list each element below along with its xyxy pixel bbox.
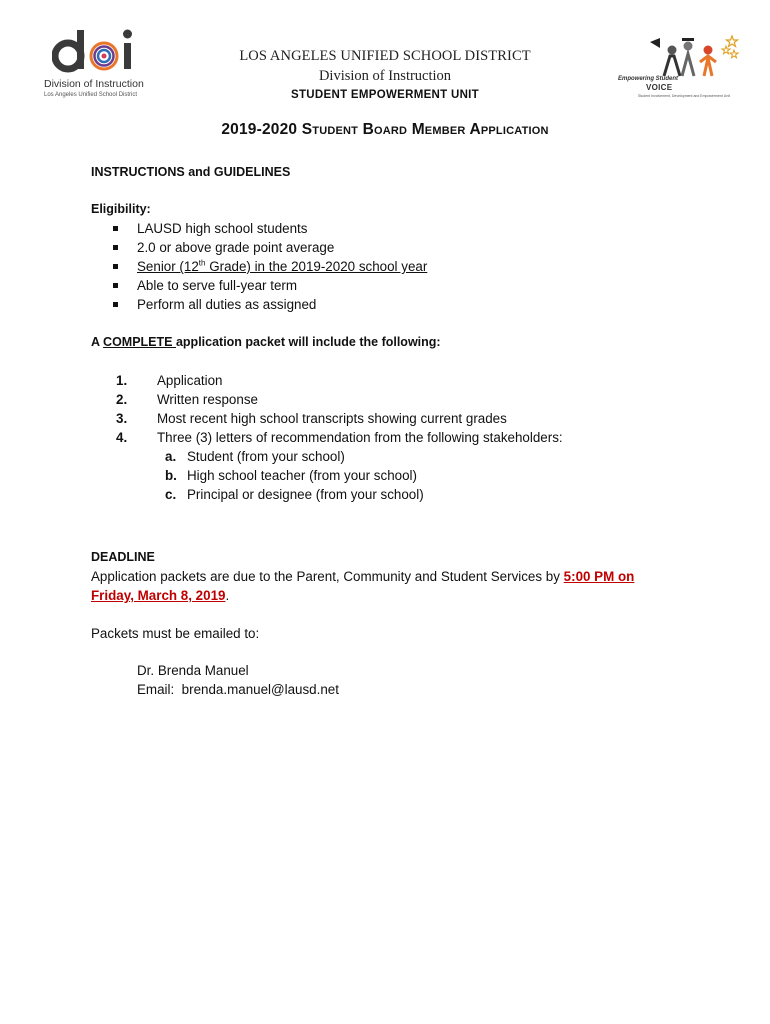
doi-logo-line2: Los Angeles Unified School District [44,92,138,98]
voice-logo-line1: Empowering Student [618,76,678,82]
senior-requirement [137,259,427,274]
packet-list [91,371,691,447]
doi-logo [44,28,144,102]
list-item-text: Most recent high school transcripts showing current grades [157,411,507,426]
deadline-section [91,548,691,605]
list-item [91,238,691,257]
list-item [91,409,691,428]
square-bullet-icon [113,226,118,231]
eligibility-heading: Eligibility: [91,202,151,216]
list-item [91,219,691,238]
list-item-text: Student (from your school) [187,449,345,464]
list-item-text: Perform all duties as assigned [137,297,317,312]
unit-name: STUDENT EMPOWERMENT UNIT [291,89,479,101]
list-item-text: Principal or designee (from your school) [187,487,424,502]
student-voice-logo [616,32,740,102]
list-number: 2. [116,392,128,407]
instructions-heading: INSTRUCTIONS and GUIDELINES [91,165,291,179]
square-bullet-icon [113,302,118,307]
packet-section [91,371,691,504]
list-number: 4. [116,430,128,445]
deadline-line1 [91,567,691,586]
packet-heading-pre: A [91,335,104,349]
voice-logo-line2: VOICE [646,83,673,92]
document-title: 2019-2020 Student Board Member Application [221,121,549,138]
list-item [91,257,691,276]
contact-email-line [137,680,637,699]
contact-block [137,661,637,699]
list-letter: b. [165,468,177,483]
packet-heading [91,333,441,352]
list-item [91,485,691,504]
doi-logo-line1: Division of Instruction [44,78,144,90]
contact-name: Dr. Brenda Manuel [137,663,249,678]
voice-logo-line3: Student Involvement, Development and Empowerment Unit [638,94,731,98]
square-bullet-icon [113,264,118,269]
packet-heading-post: application packet will include the following: [175,335,441,349]
doi-logo-mark [52,28,142,74]
eligibility-list [91,219,691,314]
senior-text-post: Grade) in the 2019-2020 school year [205,259,428,274]
list-item-text: High school teacher (from your school) [187,468,417,483]
deadline-line2 [91,586,691,605]
division-name: Division of Instruction [318,68,452,84]
email-label: Email: [137,682,175,697]
senior-text-pre: Senior (12 [137,259,199,274]
list-letter: a. [165,449,177,464]
deadline-date: Friday, March 8, 2019 [91,588,226,603]
list-item [91,466,691,485]
deadline-text: Application packets are due to the Parent, Community and Student Services by [91,569,564,584]
list-item [91,371,691,390]
square-bullet-icon [113,245,118,250]
list-letter: c. [165,487,177,502]
list-item-text: Written response [157,392,258,407]
student-figures-icon [646,32,740,78]
district-name: LOS ANGELES UNIFIED SCHOOL DISTRICT [239,48,531,64]
contact-email-link[interactable]: brenda.manuel@lausd.net [181,682,339,697]
list-item [91,276,691,295]
stakeholder-list [91,447,691,504]
email-instructions: Packets must be emailed to: [91,626,260,641]
list-item [91,447,691,466]
list-number: 3. [116,411,128,426]
list-item [91,390,691,409]
square-bullet-icon [113,283,118,288]
list-item-text: LAUSD high school students [137,221,308,236]
deadline-time: 5:00 PM on [563,569,635,584]
list-item-text: Application [157,373,223,388]
list-number: 1. [116,373,128,388]
list-item-text: 2.0 or above grade point average [137,240,335,255]
packet-heading-underlined: COMPLETE [103,335,176,349]
eligibility-section [91,200,691,314]
letterhead [200,48,570,101]
deadline-heading: DEADLINE [91,550,155,564]
deadline-period: . [225,588,230,603]
list-item-text: Three (3) letters of recommendation from the following stakeholders: [157,430,563,445]
list-item-text: Able to serve full-year term [137,278,298,293]
list-item [91,295,691,314]
senior-text-sup: th [198,258,206,268]
list-item [91,428,691,447]
